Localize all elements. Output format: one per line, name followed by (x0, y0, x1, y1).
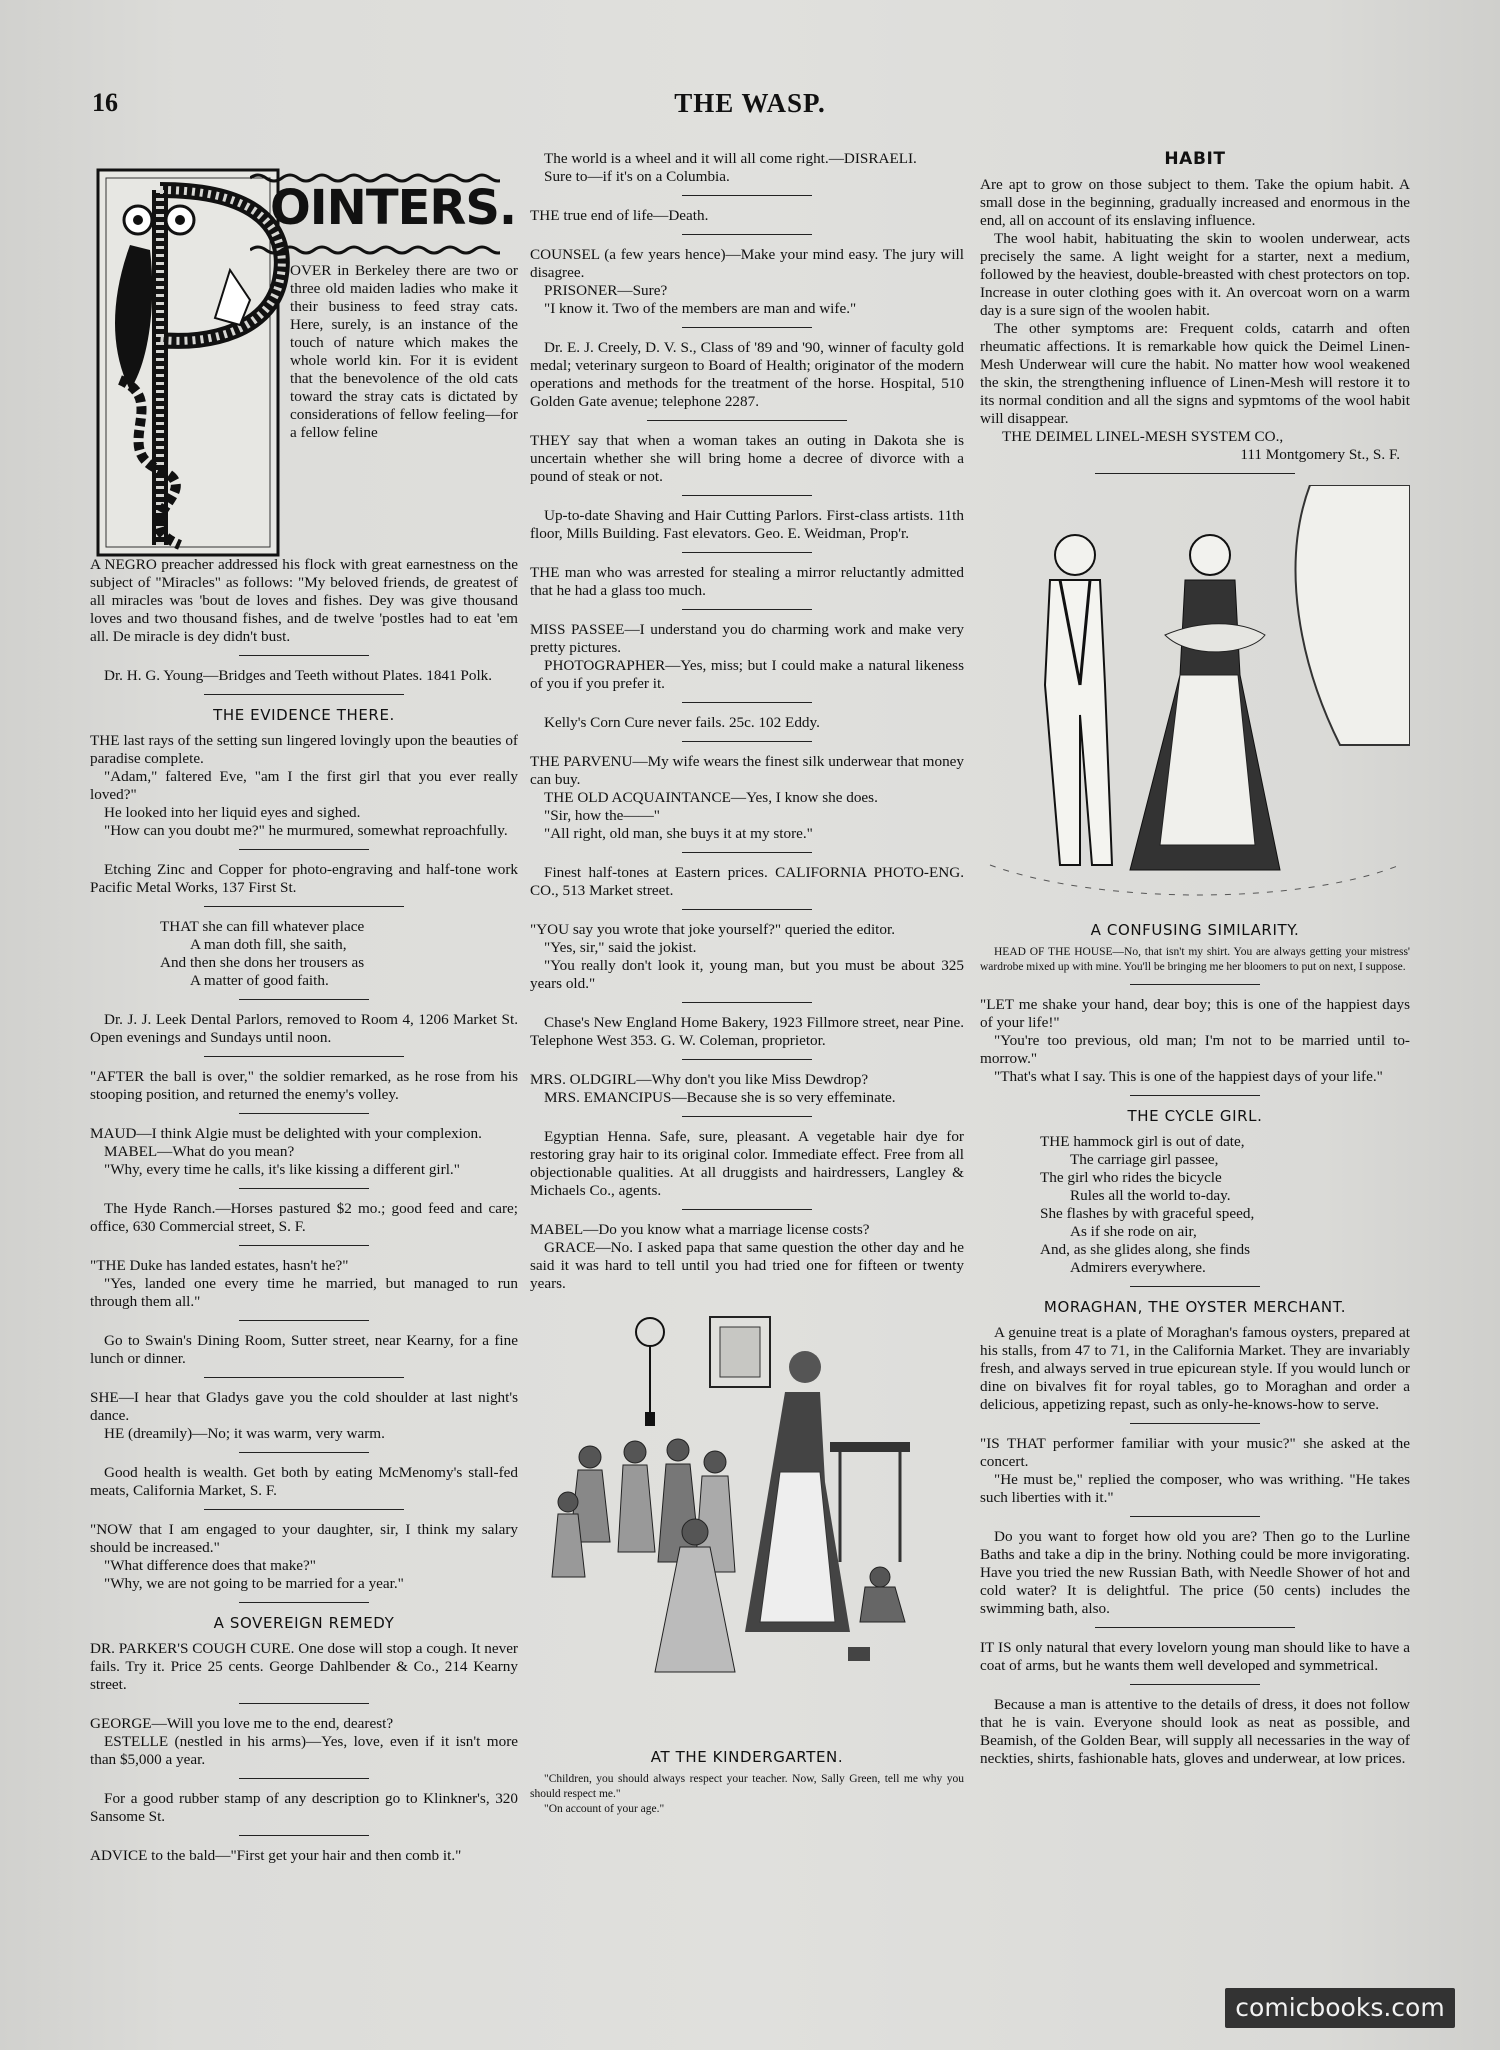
kindergarten-heading: AT THE KINDERGARTEN. (650, 1748, 844, 1766)
divider (204, 1377, 404, 1378)
evidence-item: THE last rays of the setting sun lingered lovingly upon the beauties of paradise complete. "Adam," faltered Eve, "am I the first girl that you ever really loved?" He looked into her liquid eyes and sighed. "How can you doubt me?" he murmured, somewhat reproachfully. (90, 732, 518, 839)
masthead-title: THE WASP. (674, 88, 826, 118)
george-item: GEORGE—Will you love me to the end, dearest? ESTELLE (nestled in his arms)—Yes, love, even if it isn't more than $5,000 a year. (90, 1715, 518, 1768)
divider (1130, 1286, 1260, 1287)
divider (204, 1509, 404, 1510)
oyster-heading: MORAGHAN, THE OYSTER MERCHANT. (1043, 1298, 1347, 1316)
shake-item: "LET me shake your hand, dear boy; this is one of the happiest days of your life!" "You're too previous, old man; I'm not to be married until to-morrow." "That's what I say. This is one of the happiest days of your life." (980, 996, 1410, 1085)
kindergarten-caption: "Children, you should always respect your teacher. Now, Sally Green, tell me why you should respect me." "On account of your age." (530, 1773, 964, 1815)
mabel-item: MABEL—Do you know what a marriage license costs? GRACE—No. I asked papa that same question the other day and he said it was hard to tell until you had tried one for fifteen or twenty years. (530, 1221, 964, 1292)
divider (1130, 1423, 1260, 1424)
divider (682, 909, 812, 910)
divider (682, 741, 812, 742)
ad-hyde: The Hyde Ranch.—Horses pastured $2 mo.; good feed and care; office, 630 Commercial street, S. F. (90, 1200, 518, 1235)
divider (1130, 1095, 1260, 1096)
watermark: comicbooks.com (1225, 1988, 1455, 2028)
habit-item: Are apt to grow on those subject to them. Take the opium habit. A small dose in the beginning, gradually increased and enormous in the end, all on account of its enslaving influence. The wool habit, habituating the skin to woolen underwear, acts precisely the same. A light weight for a starter, next a medium, followed by the heaviest, double-breasted with chest protectors on top. Increase in outer clothing goes with it. An overcoat worn on a warm day is a sure sign of the woolen habit. The other symptoms are: Frequent colds, catarrh and often rheumatic affections. It is remarkable how quick the Deimel Linen-Mesh Underwear will cure the habit. No matter how wool weakened the skin, the strengthening influence of Linen-Mesh will restore it to its normal condition and all the signs and sypmtoms of the wool habit will disappear. THE DEIMEL LINEL-MESH SYSTEM CO., 111 Montgomery St., S. F. (980, 176, 1410, 463)
divider (1095, 1627, 1295, 1628)
ad-kelly: Kelly's Corn Cure never fails. 25c. 102 Eddy. (544, 714, 820, 731)
habit-heading: HABIT (1164, 149, 1226, 169)
oyster-item: A genuine treat is a plate of Moraghan's famous oysters, prepared at his stalls, from 47 to 71, in the California Market. They are invariably fresh, and always served in true epicurean style. If you would lunch or dine on bivalves fit for royal tables, go to Moraghan and order a delicious, appetizing repast, such as only-he-knows-how to serve. (980, 1324, 1410, 1413)
joke-item: "YOU say you wrote that joke yourself?" queried the editor. "Yes, sir," said the jokist. "You really don't look it, young man, but you must be about 325 years old." (530, 921, 964, 992)
world-item: The world is a wheel and it will all come right.—DISRAELI. Sure to—if it's on a Columbia. (544, 150, 917, 185)
verse-trousers: THAT she can fill whatever place A man doth fill, she saith, And then she dons her trousers as A matter of good faith. (160, 918, 365, 989)
divider (647, 420, 847, 421)
divider (239, 1245, 369, 1246)
sovereign-item: DR. PARKER'S COUGH CURE. One dose will stop a cough. It never fails. Try it. Price 25 cents. George Dahlbender & Co., 214 Kearny street. (90, 1640, 518, 1693)
ad-health: Good health is wealth. Get both by eating McMenomy's stall-fed meats, California Market, S. F. (90, 1464, 518, 1499)
divider (682, 1116, 812, 1117)
pointers-block: OINTERS. OVER in Berkeley there are two or three old maiden ladies who make it their business to feed stray cats. Here, surely, is an instance of the touch of nature which makes the whole world kin. For it is evident that the benevolence of the old cats toward the stray cats is dictated by considerations of fellow feeling—for a fellow feline (90, 150, 518, 550)
divider (204, 906, 404, 907)
ball-item: "AFTER the ball is over," the soldier remarked, as he rose from his stooping position, and returned the enemy's volley. (90, 1068, 518, 1103)
lovelorn-item: IT IS only natural that every lovelorn young man should like to have a coat of arms, but he wants them well developed and symmetrical. (980, 1639, 1410, 1674)
kindergarten-illustration (530, 1302, 964, 1742)
cycle-verse: THE hammock girl is out of date, The carriage girl passee, The girl who rides the bicycle Rules all the world to-day. She flashes by with graceful speed, As if she rode on air, And, as she glides along, she finds Admirers everywhere. (1040, 1133, 1255, 1276)
divider (682, 234, 812, 235)
parvenu-item: THE PARVENU—My wife wears the finest silk underwear that money can buy. THE OLD ACQUAINTANCE—Yes, I know she does. "Sir, how the——" "All right, old man, she buys it at my store." (530, 753, 964, 842)
she-item: SHE—I hear that Gladys gave you the cold shoulder at last night's dance. HE (dreamily)—No; it was warm, very warm. (90, 1389, 518, 1442)
true-end-item: THE true end of life—Death. (530, 207, 709, 224)
divider (682, 495, 812, 496)
advice-item: ADVICE to the bald—"First get your hair and then comb it." (90, 1847, 462, 1864)
divider (239, 1835, 369, 1836)
ad-young: Dr. H. G. Young—Bridges and Teeth without Plates. 1841 Polk. (104, 667, 493, 684)
oldgirl-item: MRS. OLDGIRL—Why don't you like Miss Dewdrop? MRS. EMANCIPUS—Because she is so very effeminate. (530, 1071, 896, 1106)
confusing-caption: HEAD OF THE HOUSE—No, that isn't my shirt. You are always getting your mistress' wardrobe mixed up with mine. You'll be bringing me her bloomers to put on next, I suppose. (980, 946, 1410, 973)
divider (204, 1056, 404, 1057)
ad-swain: Go to Swain's Dining Room, Sutter street, near Kearny, for a fine lunch or dinner. (90, 1332, 518, 1367)
pointers-title-border-bottom (250, 244, 500, 256)
ad-halftones: Finest half-tones at Eastern prices. CALIFORNIA PHOTO-ENG. CO., 513 Market street. (530, 864, 964, 899)
divider (239, 1452, 369, 1453)
sovereign-heading: A SOVEREIGN REMEDY (213, 1614, 395, 1632)
ad-etching: Etching Zinc and Copper for photo-engraving and half-tone work Pacific Metal Works, 137 First St. (90, 861, 518, 896)
divider (682, 195, 812, 196)
column-right (980, 150, 1410, 1777)
dakota-item: THEY say that when a woman takes an outing in Dakota she is uncertain whether she will bring home a decree of divorce with a pound of steak or not. (530, 432, 964, 485)
ad-chase: Chase's New England Home Bakery, 1923 Fillmore street, near Pine. Telephone West 353. G. W. Coleman, proprietor. (530, 1014, 964, 1049)
divider (1095, 473, 1295, 474)
page-number: 16 (92, 88, 118, 117)
evidence-heading: THE EVIDENCE THERE. (213, 706, 395, 724)
divider (204, 694, 404, 695)
divider (239, 1778, 369, 1779)
cycle-heading: THE CYCLE GIRL. (1127, 1107, 1263, 1125)
ad-creely: Dr. E. J. Creely, D. V. S., Class of '89 and '90, winner of faculty gold medal; veterinary surgeon to Board of Health; originator of the modern operations and methods for the treatment of the horse. Hospital, 510 Golden Gate avenue; telephone 2287. (530, 339, 964, 410)
divider (239, 1113, 369, 1114)
divider (239, 1320, 369, 1321)
pointers-decorative-letter (90, 150, 290, 565)
divider (239, 1602, 369, 1603)
negro-preacher-item: A NEGRO preacher addressed his flock with great earnestness on the subject of "Miracles" as follows: "My beloved friends, de greatest of all miracles was 'bout de loves and fishes. Dey was give thousand loves and two thousand fishes, and de twelve 'postles had to eat 'em all. De miracle is dey didn't bust. (90, 556, 518, 645)
ad-lurline: Do you want to forget how old you are? Then go to the Lurline Baths and take a dip in the briny. Nothing could be more invigorating. Have you tried the new Russian Bath, with Needle Shower of hot and cold water? It is delightful. The price (50 cents) includes the swimming bath, also. (980, 1528, 1410, 1617)
ad-shaving: Up-to-date Shaving and Hair Cutting Parlors. First-class artists. 11th floor, Mills Building. Fast elevators. Geo. E. Weidman, Prop'r. (530, 507, 964, 542)
divider (1130, 1684, 1260, 1685)
ad-beamish: Because a man is attentive to the details of dress, it does not follow that he is vain. Everyone should look as neat as possible, and Beamish, of the Golden Bear, will supply all necessaries in the way of neckties, shirts, fashionable hats, gloves and underwear, at low prices. (980, 1696, 1410, 1767)
divider (682, 1059, 812, 1060)
duke-item: "THE Duke has landed estates, hasn't he?" "Yes, landed one every time he married, but managed to run through them all." (90, 1257, 518, 1310)
engaged-item: "NOW that I am engaged to your daughter, sir, I think my salary should be increased." "What difference does that make?" "Why, we are not going to be married for a year." (90, 1521, 518, 1592)
divider (239, 1703, 369, 1704)
divider (682, 852, 812, 853)
confusing-heading: A CONFUSING SIMILARITY. (1090, 921, 1300, 939)
mirror-item: THE man who was arrested for stealing a mirror reluctantly admitted that he had a glass too much. (530, 564, 964, 599)
divider (239, 655, 369, 656)
passee-item: MISS PASSEE—I understand you do charming work and make very pretty pictures. PHOTOGRAPHER—Yes, miss; but I could make a natural likeness of you if you prefer it. (530, 621, 964, 692)
divider (682, 1209, 812, 1210)
divider (682, 552, 812, 553)
divider (682, 702, 812, 703)
column-middle (530, 150, 964, 1817)
divider (682, 327, 812, 328)
divider (239, 849, 369, 850)
page-header (0, 88, 1500, 128)
divider (682, 1002, 812, 1003)
counsel-item: COUNSEL (a few years hence)—Make your mind easy. The jury will disagree. PRISONER—Sure? "I know it. Two of the members are man and wife." (530, 246, 964, 317)
divider (239, 1188, 369, 1189)
performer-item: "IS THAT performer familiar with your music?" she asked at the concert. "He must be," replied the composer, who was writhing. "He takes such liberties with it." (980, 1435, 1410, 1506)
ad-klinkner: For a good rubber stamp of any description go to Klinkner's, 320 Sansome St. (90, 1790, 518, 1825)
ad-henna: Egyptian Henna. Safe, sure, pleasant. A vegetable hair dye for restoring gray hair to its original color. Immediate effect. Free from all objectionable qualities. At all druggists and hairdressers, Langley & Michaels Co., agents. (530, 1128, 964, 1199)
divider (1130, 984, 1260, 985)
confusing-similarity-illustration (980, 485, 1410, 915)
divider (682, 609, 812, 610)
maud-item: MAUD—I think Algie must be delighted with your complexion. MABEL—What do you mean? "Why, every time he calls, it's like kissing a different girl." (90, 1125, 482, 1178)
divider (1130, 1516, 1260, 1517)
pointers-text: OVER in Berkeley there are two or three old maiden ladies who make it their business to feed stray cats. Here, surely, is an instance of the touch of nature which makes the whole world kin. For it is evident that the benevolence of the old cats toward the stray cats is dictated by considerations of fellow feeling—for a fellow feline (290, 262, 518, 441)
ad-leek: Dr. J. J. Leek Dental Parlors, removed to Room 4, 1206 Market St. Open evenings and Sundays until noon. (90, 1011, 518, 1046)
divider (239, 999, 369, 1000)
column-left (90, 150, 518, 1874)
